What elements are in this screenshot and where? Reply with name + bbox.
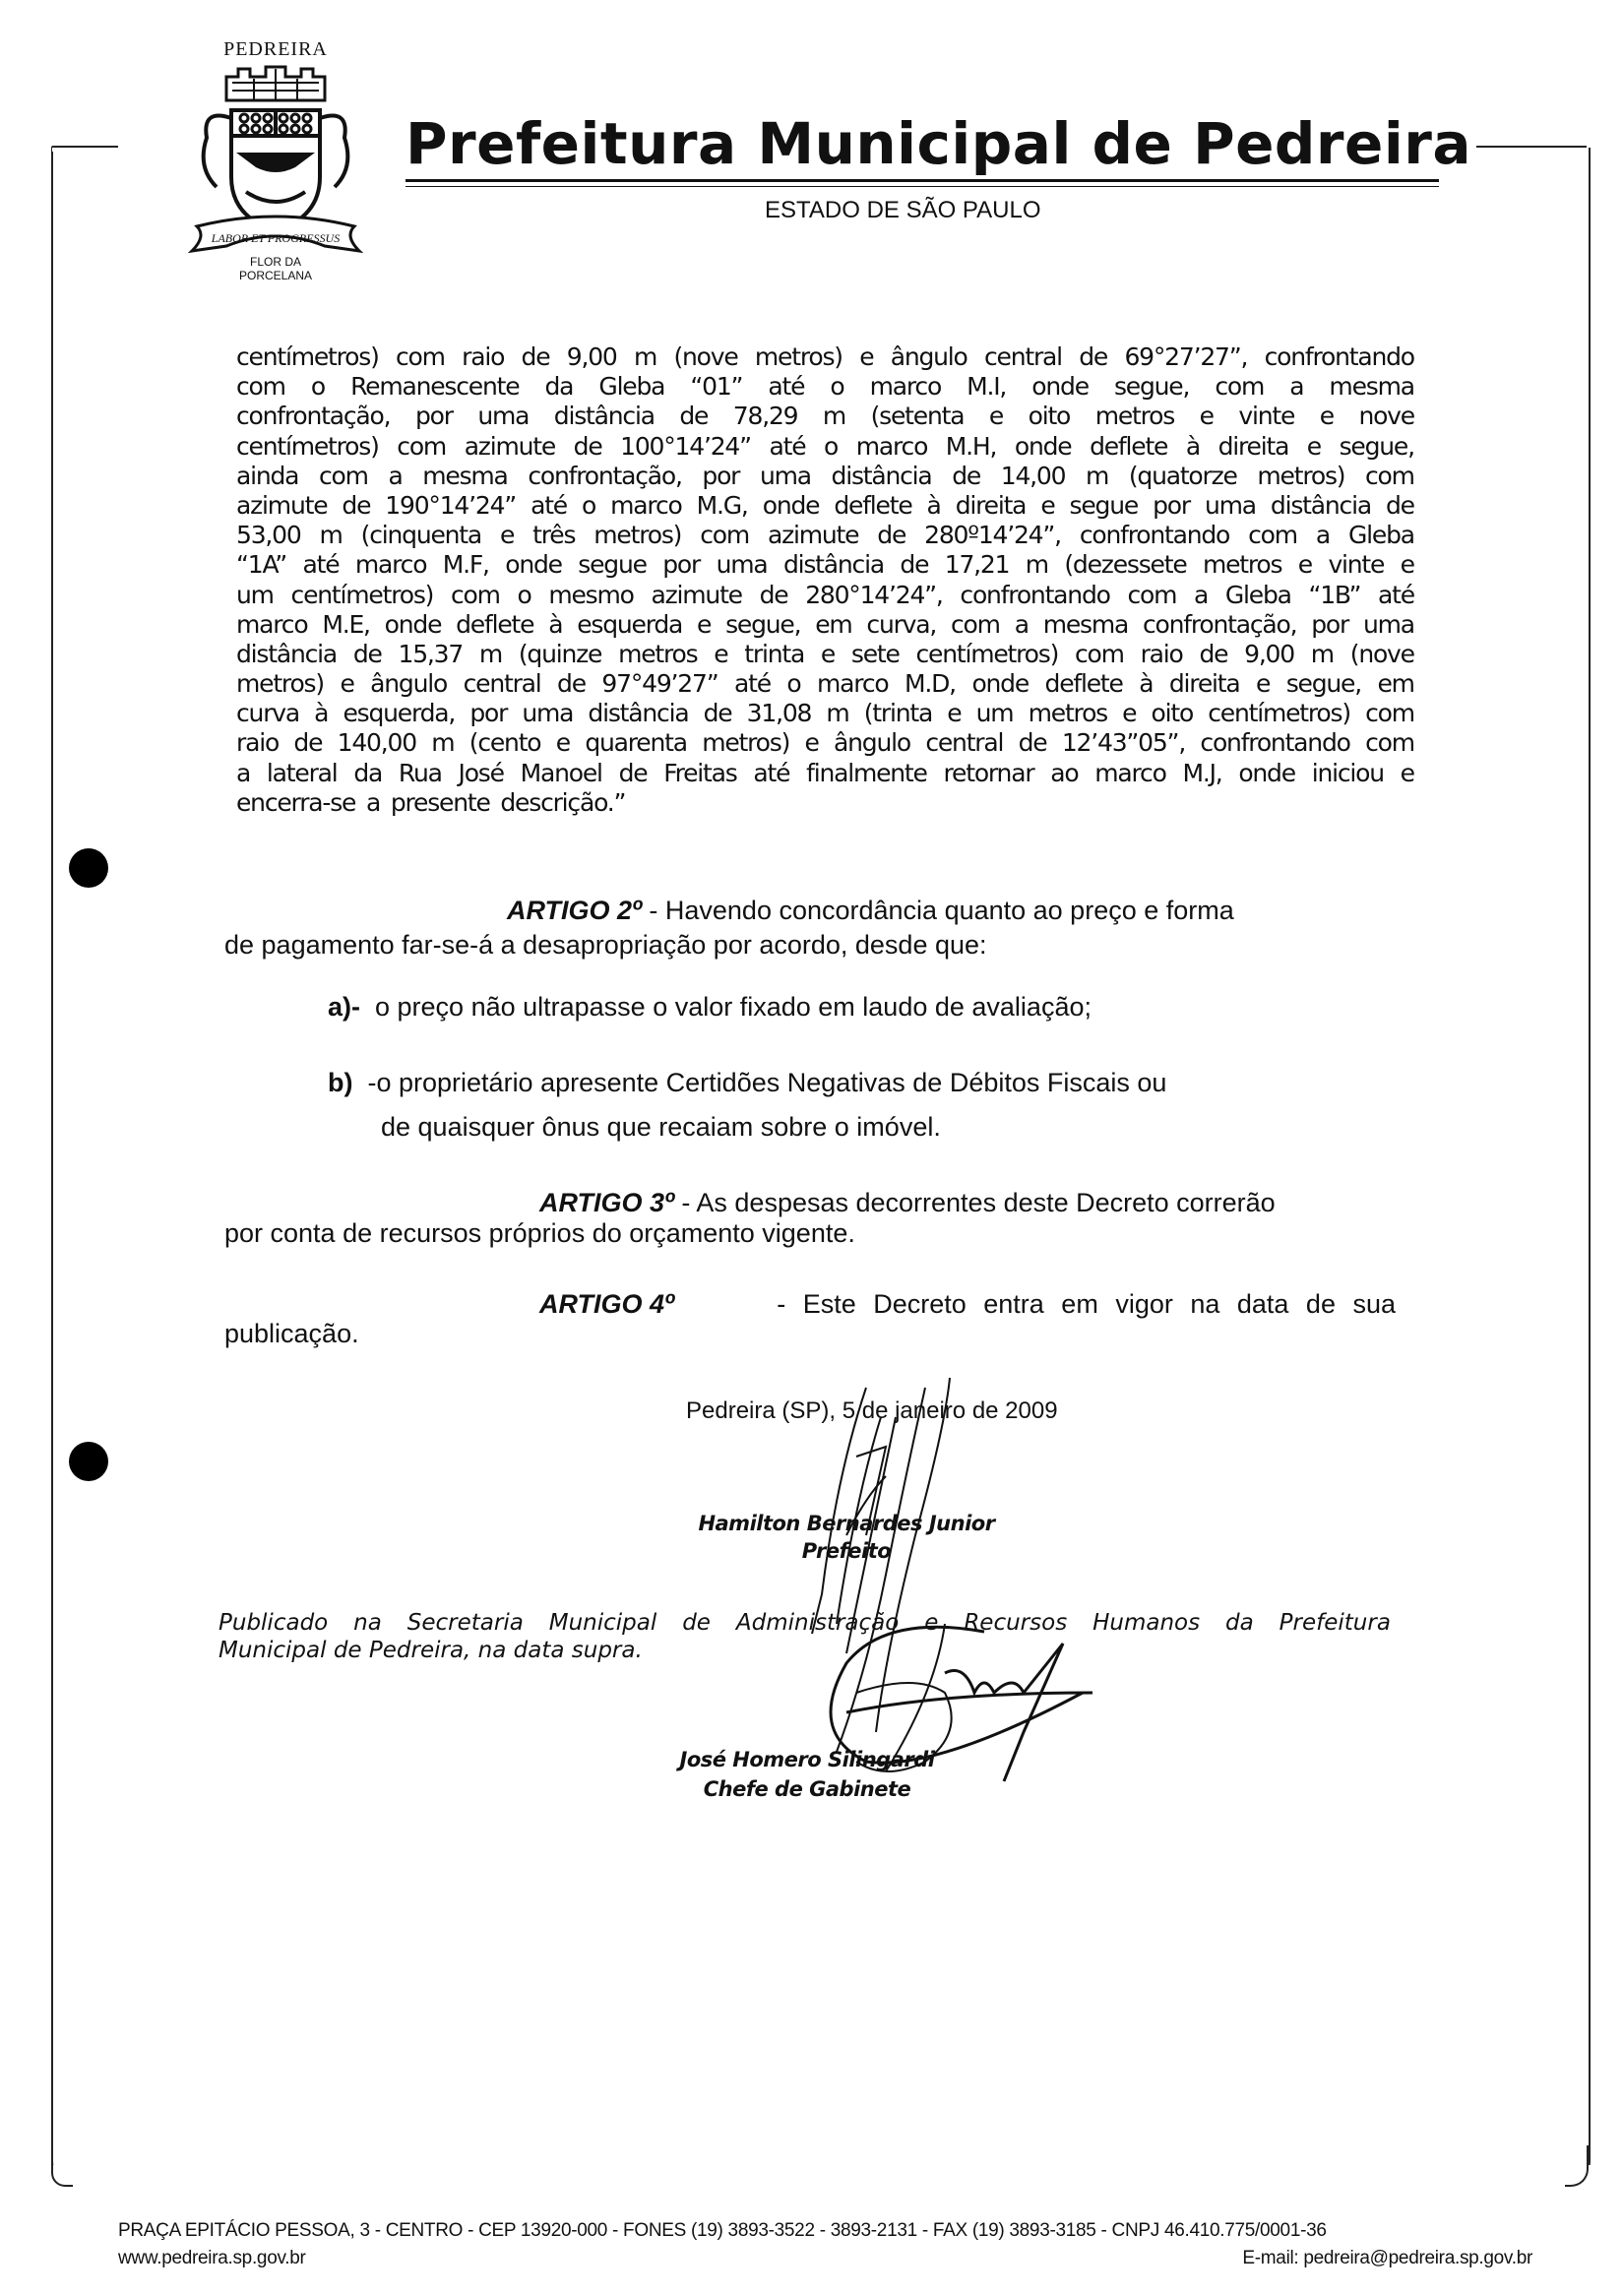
item-a-marker: a)- xyxy=(328,992,360,1022)
title-underline xyxy=(406,179,1439,182)
description-line: azimute de 190°14’24” até o marco M.G, onde deflete à direita e segue por uma distância de xyxy=(236,490,1414,520)
description-line: curva à esquerda, por uma distância de 31,08 m (trinta e um metros e oito centímetros) com xyxy=(236,699,1414,728)
artigo-2-line1 xyxy=(507,896,1234,926)
description-line: raio de 140,00 m (cento e quarenta metros) e ângulo central de 12’43”05”, confrontando com xyxy=(236,728,1414,758)
state-subtitle: ESTADO DE SÃO PAULO xyxy=(765,197,1041,223)
artigo-4-line2: publicação. xyxy=(224,1319,359,1348)
artigo-2-text: - Havendo concordância quanto ao preço e forma xyxy=(641,896,1234,925)
artigo-4-label: ARTIGO 4º xyxy=(539,1289,674,1319)
artigo-3-text: - As despesas decorrentes deste Decreto correrão xyxy=(673,1188,1276,1217)
artigo-4-line1 xyxy=(539,1289,1396,1320)
artigo-3-line2: por conta de recursos próprios do orçamento vigente. xyxy=(224,1218,855,1248)
date-line: Pedreira (SP), 5 de janeiro de 2009 xyxy=(686,1397,1058,1424)
publication-line1: Publicado na Secretaria Municipal de Administração e Recursos Humanos da Prefeitura xyxy=(218,1610,1391,1636)
municipal-crest-logo xyxy=(177,30,374,285)
item-a-text: o preço não ultrapasse o valor fixado em laudo de avaliação; xyxy=(375,992,1092,1022)
description-line: “1A” até marco M.F, onde segue por uma distância de 17,21 m (dezessete metros e vinte e xyxy=(236,550,1414,580)
description-line: com o Remanescente da Gleba “01” até o marco M.I, onde segue, com a mesma xyxy=(236,372,1414,402)
punch-hole-mark xyxy=(69,1442,108,1481)
description-line: 53,00 m (cinquenta e três metros) com azimute de 280º14’24”, confrontando com a Gleba xyxy=(236,521,1414,550)
item-b-marker: b) xyxy=(328,1068,353,1097)
description-line: um centímetros) com o mesmo azimute de 280°14’24”, confrontando com a Gleba “1B” até xyxy=(236,580,1414,609)
title-underline-thin xyxy=(406,186,1439,187)
property-description-paragraph xyxy=(236,342,1414,818)
signatory-1-name: Hamilton Bernardes Junior xyxy=(698,1512,995,1535)
description-line: confrontação, por uma distância de 78,29 m (setenta e oito metros e vinte e nove xyxy=(236,402,1414,431)
artigo-2-line2: de pagamento far-se-á a desapropriação por acordo, desde que: xyxy=(224,930,987,960)
artigo-2-label: ARTIGO 2º xyxy=(507,896,642,925)
artigo-2-item-b xyxy=(328,1068,1166,1098)
svg-text:PEDREIRA: PEDREIRA xyxy=(223,38,328,60)
svg-text:PORCELANA: PORCELANA xyxy=(238,269,313,282)
item-b-text: -o proprietário apresente Certidões Negativas de Débitos Fiscais ou xyxy=(367,1068,1167,1097)
signatory-1-role: Prefeito xyxy=(801,1539,892,1563)
description-line: ainda com a mesma confrontação, por uma distância de 14,00 m (quatorze metros) com xyxy=(236,461,1414,490)
artigo-4-text: - Este Decreto entra em vigor na data de sua xyxy=(777,1289,1396,1319)
frame-top-right-line xyxy=(1476,146,1587,148)
description-line: centímetros) com azimute de 100°14’24” até o marco M.H, onde deflete à direita e segue, xyxy=(236,431,1414,461)
description-line: a lateral da Rua José Manoel de Freitas até finalmente retornar ao marco M.J, onde iniciou e xyxy=(236,758,1414,787)
signatory-2-name: José Homero Silingardi xyxy=(679,1748,935,1771)
page-title: Prefeitura Municipal de Pedreira xyxy=(406,110,1471,177)
signatory-2-role: Chefe de Gabinete xyxy=(703,1777,911,1801)
footer-email-link[interactable]: E-mail: pedreira@pedreira.sp.gov.br xyxy=(1242,2248,1532,2268)
description-line: metros) e ângulo central de 97°49’27” até o marco M.D, onde deflete à direita e segue, em xyxy=(236,669,1414,699)
svg-text:LABOR ET PROGRESSUS: LABOR ET PROGRESSUS xyxy=(211,231,341,245)
description-line: marco M.E, onde deflete à esquerda e segue, em curva, com a mesma confrontação, por uma xyxy=(236,609,1414,639)
publication-line2: Municipal de Pedreira, na data supra. xyxy=(218,1638,643,1663)
footer-address: PRAÇA EPITÁCIO PESSOA, 3 - CENTRO - CEP 13920-000 - FONES (19) 3893-3522 - 3893-2131 - FAX (19) 3893-3185 - CNPJ 46.410.775/0001-36 xyxy=(118,2220,1327,2241)
artigo-3-line1 xyxy=(539,1188,1276,1218)
punch-hole-mark xyxy=(69,848,108,888)
artigo-2-item-b-line2: de quaisquer ônus que recaiam sobre o imóvel. xyxy=(381,1112,941,1142)
description-line: encerra-se a presente descrição.” xyxy=(236,787,626,817)
artigo-2-item-a xyxy=(328,992,1092,1023)
frame-top-left-line xyxy=(51,146,118,148)
footer-website-link[interactable]: www.pedreira.sp.gov.br xyxy=(118,2248,306,2268)
artigo-3-label: ARTIGO 3º xyxy=(539,1188,674,1217)
frame-bottom-left xyxy=(51,2145,73,2187)
description-line: centímetros) com raio de 9,00 m (nove metros) e ângulo central de 69°27’27”, confrontando xyxy=(236,342,1414,371)
description-line: distância de 15,37 m (quinze metros e trinta e sete centímetros) com raio de 9,00 m (nove xyxy=(236,639,1414,668)
svg-text:FLOR DA: FLOR DA xyxy=(249,255,302,269)
